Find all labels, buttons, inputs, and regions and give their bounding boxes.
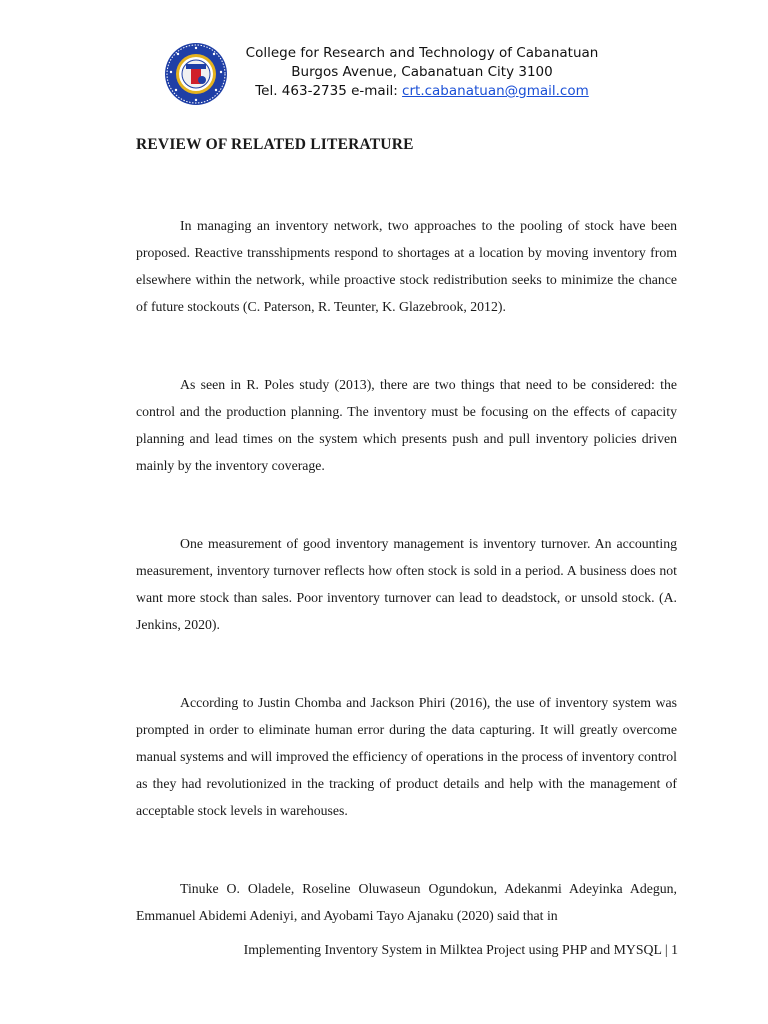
page-footer: Implementing Inventory System in Milktea Project using PHP and MYSQL | 1 <box>243 942 678 957</box>
college-name: College for Research and Technology of Cabanatuan <box>245 45 599 61</box>
paragraph: As seen in R. Poles study (2013), there are two things that need to be considered: the control and the production planning. The inventory must be focusing on the effects of capacity planning and lead times on the system which presents push and pull inventory policies driven mainly by the inventory coverage. <box>136 377 677 473</box>
paragraph: According to Justin Chomba and Jackson Phiri (2016), the use of inventory system was prompted in order to eliminate human error during the data capturing. It will greatly overcome manual systems and will improved the efficiency of operations in the process of inventory control as they had revolutionized in the tracking of product details and help with the management of acceptable stock levels in warehouses. <box>136 695 677 818</box>
contact-prefix: Tel. 463-2735 e-mail: <box>255 83 403 99</box>
college-seal-icon <box>164 42 228 106</box>
paragraph: One measurement of good inventory management is inventory turnover. An accounting measurement, inventory turnover reflects how often stock is sold in a period. A business does not want more stock than sales. Poor inventory turnover can lead to deadstock, or unsold stock. (A. Jenkins, 2020). <box>136 536 677 632</box>
paragraph: Tinuke O. Oladele, Roseline Oluwaseun Ogundokun, Adekanmi Adeyinka Adegun, Emmanuel Abidemi Adeniyi, and Ayobami Tayo Ajanaku (2020) said that in <box>136 881 677 923</box>
college-contact <box>222 82 622 101</box>
college-address: Burgos Avenue, Cabanatuan City 3100 <box>291 64 553 80</box>
section-title: REVIEW OF RELATED LITERATURE <box>136 136 414 153</box>
paragraph: In managing an inventory network, two approaches to the pooling of stock have been proposed. Reactive transshipments respond to shortages at a location by moving inventory from elsewhere within the network, while proactive stock redistribution seeks to minimize the chance of future stockouts (C. Paterson, R. Teunter, K. Glazebrook, 2012). <box>136 218 677 314</box>
letterhead-text <box>222 44 622 101</box>
document-body <box>136 212 677 980</box>
email-link[interactable]: crt.cabanatuan@gmail.com <box>402 83 589 99</box>
letterhead <box>160 40 640 110</box>
